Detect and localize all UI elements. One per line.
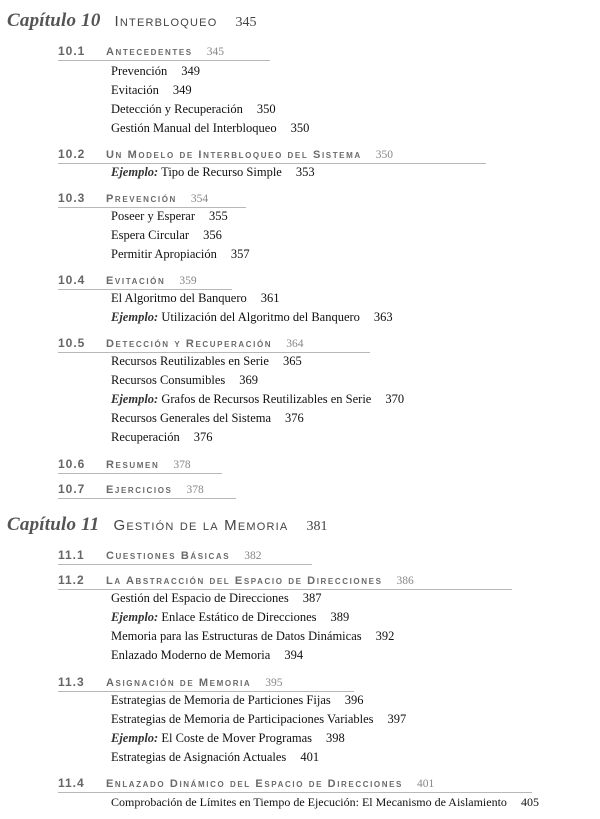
- entry-text: Prevención: [111, 64, 168, 78]
- entry-page: 397: [387, 712, 407, 726]
- toc-entry[interactable]: [111, 731, 345, 746]
- section-title: Detección y Recuperación: [106, 338, 273, 350]
- entry-page: 349: [172, 83, 192, 97]
- section-heading[interactable]: [58, 546, 261, 566]
- section-number: 11.3: [58, 675, 85, 689]
- section-title: Antecedentes: [106, 46, 193, 58]
- entry-text: Utilización del Algoritmo del Banquero: [161, 310, 360, 324]
- entry-text: Evitación: [111, 83, 159, 97]
- section-page: 386: [396, 575, 414, 587]
- chapter-title: Interbloqueo: [114, 13, 218, 30]
- section-page: 401: [417, 778, 435, 790]
- section-title: Cuestiones Básicas: [106, 550, 231, 562]
- entry-page: 392: [375, 629, 395, 643]
- entry-text: Grafos de Recursos Reutilizables en Serie: [161, 392, 372, 406]
- entry-text: Poseer y Esperar: [111, 209, 195, 223]
- section-rule: [58, 792, 532, 793]
- toc-entry[interactable]: [111, 228, 222, 243]
- toc-entry[interactable]: [111, 373, 258, 388]
- toc-entry[interactable]: [111, 693, 363, 708]
- chapter-page: 381: [306, 519, 328, 534]
- section-title: Ejercicios: [106, 484, 173, 496]
- toc-entry[interactable]: [111, 83, 192, 98]
- entry-text: Recursos Reutilizables en Serie: [111, 354, 269, 368]
- example-prefix: Ejemplo:: [111, 610, 159, 624]
- section-rule: [58, 289, 232, 290]
- entry-page: 353: [295, 165, 315, 179]
- section-title: Resumen: [106, 459, 160, 471]
- chapter-title: Gestión de la Memoria: [113, 517, 289, 534]
- toc-entry[interactable]: [111, 165, 315, 180]
- section-number: 11.4: [58, 776, 85, 790]
- entry-text: Memoria para las Estructuras de Datos Dinámicas: [111, 629, 362, 643]
- section-page: 354: [190, 193, 209, 205]
- example-prefix: Ejemplo:: [111, 392, 159, 406]
- section-heading[interactable]: [58, 774, 434, 794]
- example-prefix: Ejemplo:: [111, 165, 159, 179]
- toc-entry[interactable]: [111, 750, 319, 765]
- section-page: 364: [286, 338, 304, 350]
- section-title: Prevención: [106, 193, 177, 205]
- section-rule: [58, 207, 246, 208]
- toc-entry[interactable]: [111, 591, 321, 606]
- entry-text: El Algoritmo del Banquero: [111, 291, 247, 305]
- section-rule: [58, 473, 222, 474]
- toc-entry[interactable]: [111, 648, 303, 663]
- chapter-label: Capítulo 11: [7, 514, 100, 535]
- section-number: 10.6: [58, 457, 86, 471]
- section-rule: [58, 60, 270, 61]
- section-rule: [58, 163, 486, 164]
- entry-text: Estrategias de Asignación Actuales: [111, 750, 287, 764]
- chapter-heading: [7, 10, 256, 32]
- section-page: 378: [173, 459, 191, 471]
- entry-text: Recuperación: [111, 430, 180, 444]
- section-number: 10.2: [58, 147, 86, 161]
- entry-page: 357: [230, 247, 250, 261]
- section-page: 350: [375, 149, 394, 161]
- entry-page: 387: [302, 591, 322, 605]
- toc-entry[interactable]: [111, 354, 302, 369]
- section-heading[interactable]: [58, 571, 414, 591]
- entry-text: Permitir Apropiación: [111, 247, 217, 261]
- section-number: 11.2: [58, 573, 85, 587]
- entry-text: Espera Circular: [111, 228, 190, 242]
- section-rule: [58, 691, 354, 692]
- toc-entry[interactable]: [111, 430, 212, 445]
- toc-entry[interactable]: [111, 64, 200, 79]
- section-number: 10.4: [58, 273, 86, 287]
- entry-text: Tipo de Recurso Simple: [161, 165, 282, 179]
- entry-text: Gestión del Espacio de Direcciones: [111, 591, 289, 605]
- toc-entry[interactable]: [111, 392, 404, 407]
- entry-text: Estrategias de Memoria de Particiones Fijas: [111, 693, 331, 707]
- toc-entry[interactable]: [111, 610, 349, 625]
- toc-entry[interactable]: [111, 795, 539, 810]
- entry-page: 370: [385, 392, 405, 406]
- entry-page: 361: [260, 291, 280, 305]
- section-rule: [58, 498, 236, 499]
- example-prefix: Ejemplo:: [111, 731, 159, 745]
- entry-page: 405: [520, 795, 539, 809]
- entry-page: 349: [181, 64, 200, 78]
- entry-text: Recursos Generales del Sistema: [111, 411, 272, 425]
- toc-entry[interactable]: [111, 310, 393, 325]
- section-page: 395: [265, 677, 283, 689]
- entry-page: 376: [285, 411, 304, 425]
- toc-entry[interactable]: [111, 411, 304, 426]
- section-number: 11.1: [58, 548, 85, 562]
- entry-text: Enlazado Moderno de Memoria: [111, 648, 271, 662]
- section-page: 382: [244, 550, 262, 562]
- entry-text: El Coste de Mover Programas: [161, 731, 313, 745]
- entry-text: Estrategias de Memoria de Participaciones Variables: [111, 712, 374, 726]
- chapter-page: 345: [235, 15, 257, 30]
- section-heading[interactable]: [58, 145, 393, 165]
- entry-page: 365: [282, 354, 302, 368]
- section-page: 378: [186, 484, 204, 496]
- entry-page: 394: [284, 648, 304, 662]
- entry-page: 389: [330, 610, 350, 624]
- section-rule: [58, 352, 370, 353]
- section-heading[interactable]: [58, 271, 197, 291]
- toc-entry[interactable]: [111, 121, 309, 136]
- section-heading[interactable]: [58, 455, 191, 475]
- entry-page: 376: [193, 430, 213, 444]
- entry-page: 363: [373, 310, 393, 324]
- entry-page: 369: [239, 373, 258, 387]
- section-title: Enlazado Dinámico del Espacio de Direcciones: [106, 778, 403, 790]
- section-title: Un Modelo de Interbloqueo del Sistema: [106, 149, 362, 161]
- entry-text: Recursos Consumibles: [111, 373, 226, 387]
- toc-entry[interactable]: [111, 291, 280, 306]
- toc-entry[interactable]: [111, 102, 276, 117]
- section-title: La Abstracción del Espacio de Direcciones: [106, 575, 383, 587]
- section-number: 10.5: [58, 336, 86, 350]
- section-number: 10.3: [58, 191, 86, 205]
- section-heading[interactable]: [58, 480, 204, 500]
- section-rule: [58, 589, 512, 590]
- section-heading[interactable]: [58, 673, 283, 693]
- entry-page: 350: [290, 121, 310, 135]
- toc-entry[interactable]: [111, 209, 228, 224]
- section-heading[interactable]: [58, 189, 208, 209]
- entry-page: 401: [300, 750, 320, 764]
- entry-text: Gestión Manual del Interbloqueo: [111, 121, 277, 135]
- chapter-heading: [7, 514, 327, 536]
- entry-page: 355: [209, 209, 228, 223]
- entry-page: 356: [203, 228, 222, 242]
- section-title: Evitación: [106, 275, 166, 287]
- section-rule: [58, 564, 312, 565]
- entry-page: 396: [344, 693, 364, 707]
- chapter-label: Capítulo 10: [7, 10, 101, 31]
- section-number: 10.7: [58, 482, 86, 496]
- section-heading[interactable]: [58, 334, 303, 354]
- example-prefix: Ejemplo:: [111, 310, 159, 324]
- entry-page: 398: [326, 731, 345, 745]
- section-number: 10.1: [58, 44, 86, 58]
- section-page: 345: [206, 46, 224, 58]
- section-page: 359: [179, 275, 197, 287]
- entry-text: Comprobación de Límites en Tiempo de Ejecución: El Mecanismo de Aislamiento: [111, 795, 507, 809]
- entry-text: Enlace Estático de Direcciones: [161, 610, 317, 624]
- entry-text: Detección y Recuperación: [111, 102, 243, 116]
- toc-entry[interactable]: [111, 629, 394, 644]
- entry-page: 350: [256, 102, 276, 116]
- toc-entry[interactable]: [111, 247, 250, 262]
- section-title: Asignación de Memoria: [106, 677, 252, 689]
- toc-entry[interactable]: [111, 712, 406, 727]
- section-heading[interactable]: [58, 42, 224, 62]
